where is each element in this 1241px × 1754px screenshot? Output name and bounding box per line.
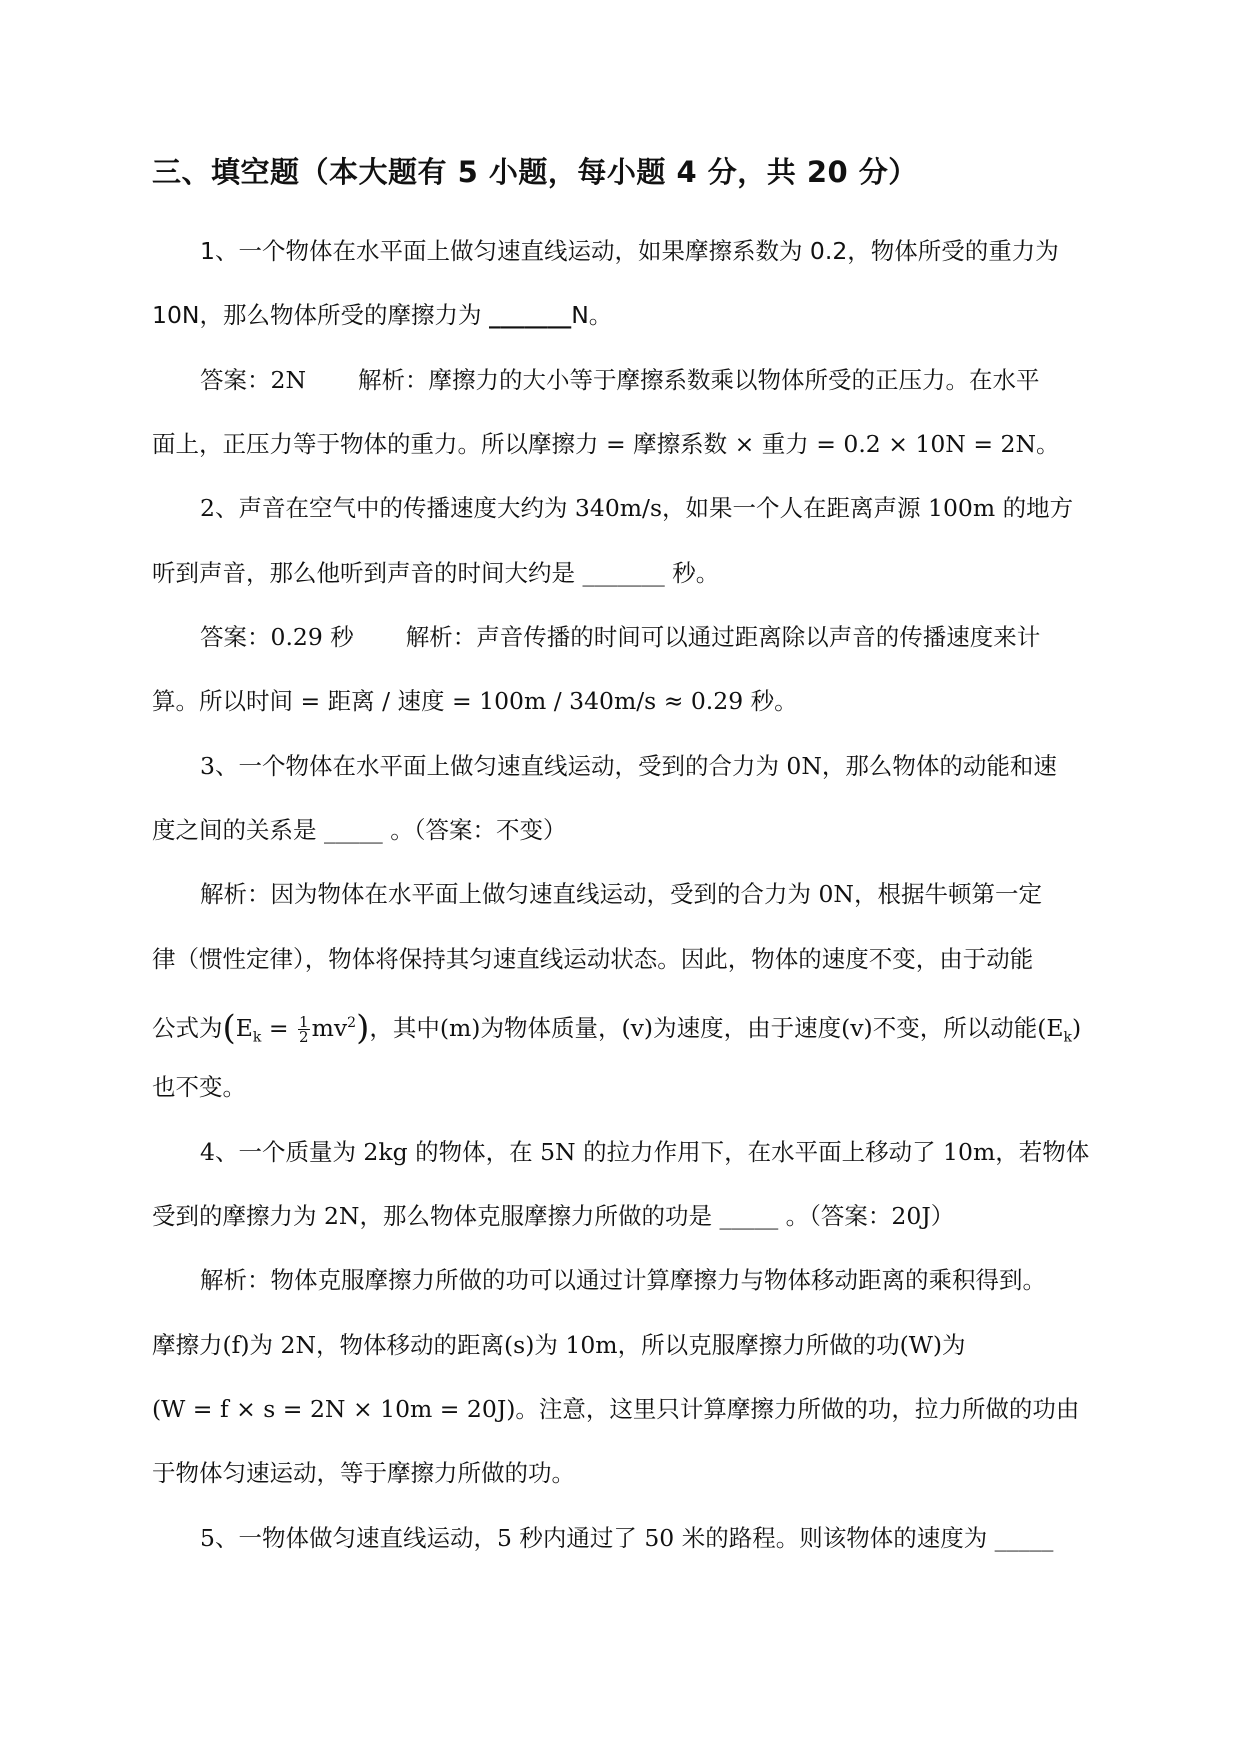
analysis-2-line-2: 算。所以时间 = 距离 / 速度 = 100m / 340m/s ≈ 0.29 秒。 bbox=[152, 687, 798, 715]
answer-1-line bbox=[200, 365, 1040, 395]
analysis-3-line-4: 也不变。 bbox=[152, 1073, 246, 1101]
question-5-line-1: 5、一物体做匀速直线运动，5 秒内通过了 50 米的路程。则该物体的速度为 _____ bbox=[200, 1524, 1054, 1552]
analysis-3-line-1: 解析：因为物体在水平面上做匀速直线运动，受到的合力为 0N，根据牛顿第一定 bbox=[200, 880, 1042, 908]
question-1-text: 10N，那么物体所受的摩擦力为 bbox=[152, 301, 489, 329]
question-1-line-1: 1、一个物体在水平面上做匀速直线运动，如果摩擦系数为 0.2，物体所受的重力为 bbox=[200, 237, 1059, 265]
analysis-3-line-3: 公式为($E_k$ = $\frac{1}{2}$ $mv^2$)，其中(m)为物体质量，(v)为速度，由于速度(v)不变，所以动能$(E_k)$ bbox=[152, 1007, 1082, 1048]
answer-2: 答案：0.29 秒 bbox=[200, 623, 354, 651]
answer-1: 答案：2N bbox=[200, 366, 307, 394]
analysis-2-line-1: 解析：声音传播的时间可以通过距离除以声音的传播速度来计 bbox=[405, 623, 1041, 651]
question-1-line-2 bbox=[152, 300, 612, 330]
analysis-4-line-4: 于物体匀速运动，等于摩擦力所做的功。 bbox=[152, 1459, 575, 1487]
kinetic-energy-formula: ($E_k$ = $\frac{1}{2}$ $mv^2$) bbox=[222, 1007, 370, 1048]
analysis-4-line-3: (W = f × s = 2N × 10m = 20J)。注意，这里只计算摩擦力所做的功，拉力所做的功由 bbox=[152, 1395, 1080, 1423]
analysis-1-line-2: 面上，正压力等于物体的重力。所以摩擦力 = 摩擦系数 × 重力 = 0.2 × 10N = 2N。 bbox=[152, 430, 1060, 458]
answer-2-line bbox=[200, 622, 1040, 652]
question-4-line-1: 4、一个质量为 2kg 的物体，在 5N 的拉力作用下，在水平面上移动了 10m，若物体 bbox=[200, 1138, 1090, 1166]
fraction-one-half: $\frac{1}{2}$ bbox=[299, 1012, 309, 1046]
analysis-1-line-1: 解析：摩擦力的大小等于摩擦系数乘以物体所受的正压力。在水平 bbox=[358, 366, 1040, 394]
analysis-4-line-1: 解析：物体克服摩擦力所做的功可以通过计算摩擦力与物体移动距离的乘积得到。 bbox=[200, 1266, 1046, 1294]
question-3-line-1: 3、一个物体在水平面上做匀速直线运动，受到的合力为 0N，那么物体的动能和速 bbox=[200, 752, 1057, 780]
question-2-line-1: 2、声音在空气中的传播速度大约为 340m/s，如果一个人在距离声源 100m 的地方 bbox=[200, 494, 1074, 522]
question-2-line-2: 听到声音，那么他听到声音的时间大约是 _______ 秒。 bbox=[152, 559, 720, 587]
question-1-unit: N。 bbox=[571, 301, 613, 329]
question-4-line-2: 受到的摩擦力为 2N，那么物体克服摩擦力所做的功是 _____ 。（答案：20J） bbox=[152, 1202, 955, 1230]
analysis-4-line-2: 摩擦力(f)为 2N，物体移动的距离(s)为 10m，所以克服摩擦力所做的功(W)为 bbox=[152, 1331, 966, 1359]
section-title: 三、填空题（本大题有 5 小题，每小题 4 分，共 20 分） bbox=[152, 155, 918, 189]
answer-blank: _______ bbox=[488, 301, 572, 329]
analysis-3-line-2: 律（惯性定律），物体将保持其匀速直线运动状态。因此，物体的速度不变，由于动能 bbox=[152, 945, 1034, 973]
question-3-line-2: 度之间的关系是 _____ 。（答案：不变） bbox=[152, 816, 567, 844]
